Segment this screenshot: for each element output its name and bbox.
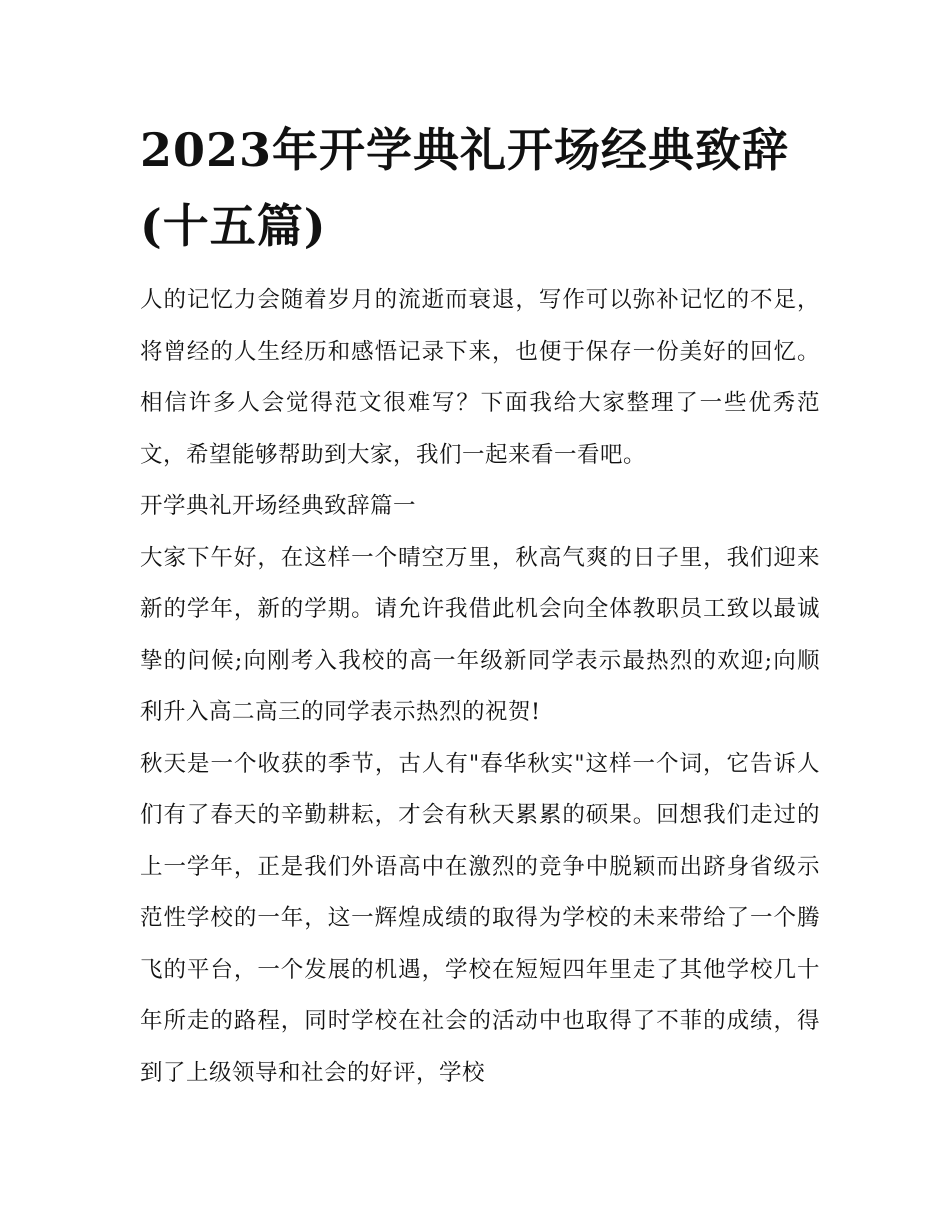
body-paragraph: 秋天是一个收获的季节，古人有"春华秋实"这样一个词，它告诉人们有了春天的辛勤耕耘，才会有秋天累累的硕果。回想我们走过的上一学年，正是我们外语高中在激烈的竞争中脱颖而出跻身省级示范性学校的一年，这一辉煌成绩的取得为学校的未来带给了一个腾飞的平台，一个发展的机遇，学校在短短四年里走了其他学校几十年所走的路程，同时学校在社会的活动中也取得了不菲的成绩，得到了上级领导和社会的好评，学校 <box>140 750 820 1086</box>
section-heading: 开学典礼开场经典致辞篇一 <box>140 493 417 519</box>
intro-paragraph: 人的记忆力会随着岁月的流逝而衰退，写作可以弥补记忆的不足，将曾经的人生经历和感悟记录下来，也便于保存一份美好的回忆。相信许多人会觉得范文很难写？下面我给大家整理了一些优秀范文，希望能够帮助到大家，我们一起来看一看吧。 <box>140 287 820 468</box>
document-title: 2023年开学典礼开场经典致辞(十五篇) <box>140 123 790 253</box>
document-body <box>140 275 820 1099</box>
body-paragraph: 大家下午好，在这样一个晴空万里，秋高气爽的日子里，我们迎来新的学年，新的学期。请允许我借此机会向全体教职员工致以最诚挚的问候;向刚考入我校的高一年级新同学表示最热烈的欢迎;向顺利升入高二高三的同学表示热烈的祝贺! <box>140 544 820 725</box>
